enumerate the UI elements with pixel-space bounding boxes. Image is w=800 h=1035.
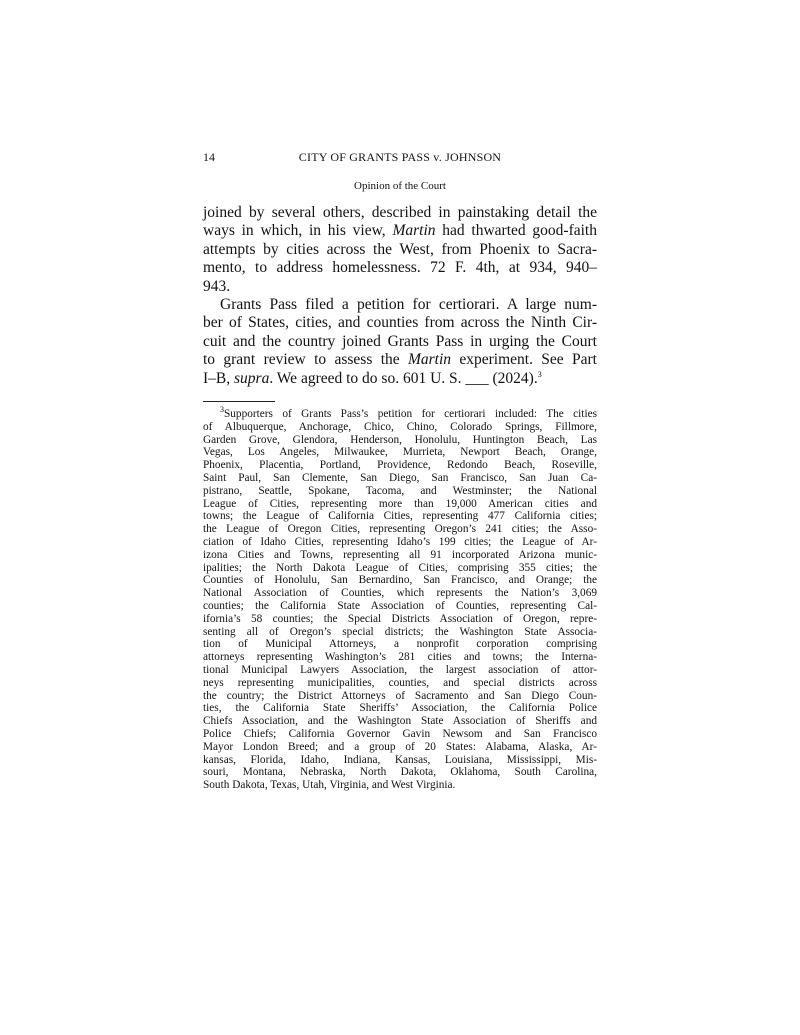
footnote-marker: 3: [220, 405, 224, 415]
paragraph-2: [203, 296, 597, 388]
footnote-line: kansas, Florida, Idaho, Indiana, Kansas, Louisiana, Mississippi, Mis-: [203, 753, 597, 766]
text-line: to grant review to assess the Martin experiment. See Part: [203, 351, 597, 369]
footnote-line: Saint Paul, San Clemente, San Diego, San Francisco, San Juan Ca-: [203, 471, 597, 484]
text-line: cuit and the country joined Grants Pass in urging the Court: [203, 332, 597, 350]
footnote-line: League of Cities, representing more than 19,000 American cities and: [203, 497, 597, 510]
running-head: [203, 150, 597, 166]
footnote-line: izona Cities and Towns, representing all 91 incorporated Arizona munic-: [203, 548, 597, 561]
footnote-line: senting all of Oregon’s special districts; the Washington State Associa-: [203, 625, 597, 638]
footnote-line: Chiefs Association, and the Washington State Association of Sheriffs and: [203, 715, 597, 728]
footnote-separator: [203, 401, 275, 402]
footnote-line: towns; the League of California Cities, representing 477 California cities;: [203, 510, 597, 523]
footnote-line: South Dakota, Texas, Utah, Virginia, and West Virginia.: [203, 779, 456, 792]
footnote-line: neys representing municipalities, counties, and special districts across: [203, 676, 597, 689]
footnote-line: pistrano, Seattle, Spokane, Tacoma, and Westminster; the National: [203, 484, 597, 497]
footnote-line: of Albuquerque, Anchorage, Chico, Chino, Colorado Springs, Fillmore,: [203, 420, 597, 433]
footnote-line: the country; the District Attorneys of Sacramento and San Diego Coun-: [203, 689, 597, 702]
text-line: ways in which, in his view, Martin had thwarted good-faith: [203, 222, 597, 240]
case-name-italic: Martin: [407, 351, 452, 369]
footnote-line: the League of Oregon Cities, representing Oregon’s 241 cities; the Asso-: [203, 523, 597, 536]
text-line: mento, to address homelessness. 72 F. 4th, at 934, 940–: [203, 259, 597, 277]
footnote-line: souri, Montana, Nebraska, North Dakota, Oklahoma, South Carolina,: [203, 766, 597, 779]
footnote-line: tion of Municipal Attorneys, a nonprofit corporation comprising: [203, 638, 597, 651]
text-line: I–B, supra. We agreed to do so. 601 U. S. ___ (2024).$^3$: [203, 369, 542, 387]
supra-italic: supra: [234, 369, 270, 387]
case-name-italic: Martin: [392, 222, 436, 240]
footnote-line: Vegas, Los Angeles, Milwaukee, Murrieta, Newport Beach, Orange,: [203, 446, 597, 459]
section-label: Opinion of the Court: [354, 180, 446, 192]
footnote-line: ifornia’s 58 counties; the Special Districts Association of Oregon, repre-: [203, 612, 597, 625]
text-line: Grants Pass filed a petition for certiorari. A large num-: [220, 295, 597, 313]
footnote-line: Police Chiefs; California Governor Gavin Newsom and San Francisco: [203, 727, 597, 740]
footnote-line: Garden Grove, Glendora, Henderson, Honolulu, Huntington Beach, Las: [203, 433, 597, 446]
footnote-line: Counties of Honolulu, San Bernardino, San Francisco, and Orange; the: [203, 574, 597, 587]
footnote-line: Phoenix, Placentia, Portland, Providence, Redondo Beach, Roseville,: [203, 459, 597, 472]
footnote-line: tional Municipal Lawyers Association, the largest association of attor-: [203, 663, 597, 676]
footnote-line: $^3$Supporters of Grants Pass’s petition for certiorari included: The cities: [220, 405, 597, 420]
paragraph-1: [203, 204, 597, 296]
footnote-line: National Association of Counties, which represents the Nation’s 3,069: [203, 587, 597, 600]
footnote-line: counties; the California State Association of Counties, representing Cal-: [203, 599, 597, 612]
footnote-line: ciation of Idaho Cities, representing Idaho’s 199 cities; the League of Ar-: [203, 535, 597, 548]
text-line: attempts by cities across the West, from Phoenix to Sacra-: [203, 240, 597, 258]
text-line: ber of States, cities, and counties from across the Ninth Cir-: [203, 314, 597, 332]
footnote-reference[interactable]: 3: [537, 369, 542, 379]
opinion-body: [203, 204, 597, 388]
case-title: CITY OF GRANTS PASS v. JOHNSON: [298, 150, 502, 164]
footnote-3: [203, 405, 597, 792]
text-line: joined by several others, described in painstaking detail the: [203, 204, 597, 221]
footnote-line: ties, the California State Sheriffs’ Association, the California Police: [203, 702, 597, 715]
footnote-line: Mayor London Breed; and a group of 20 States: Alabama, Alaska, Ar-: [203, 740, 597, 753]
footnote-line: attorneys representing Washington’s 281 cities and towns; the Interna-: [203, 651, 597, 664]
page-number: 14: [203, 150, 215, 164]
text-line: 943.: [203, 277, 231, 295]
footnote-line: ipalities; the North Dakota League of Cities, comprising 355 cities; the: [203, 561, 597, 574]
